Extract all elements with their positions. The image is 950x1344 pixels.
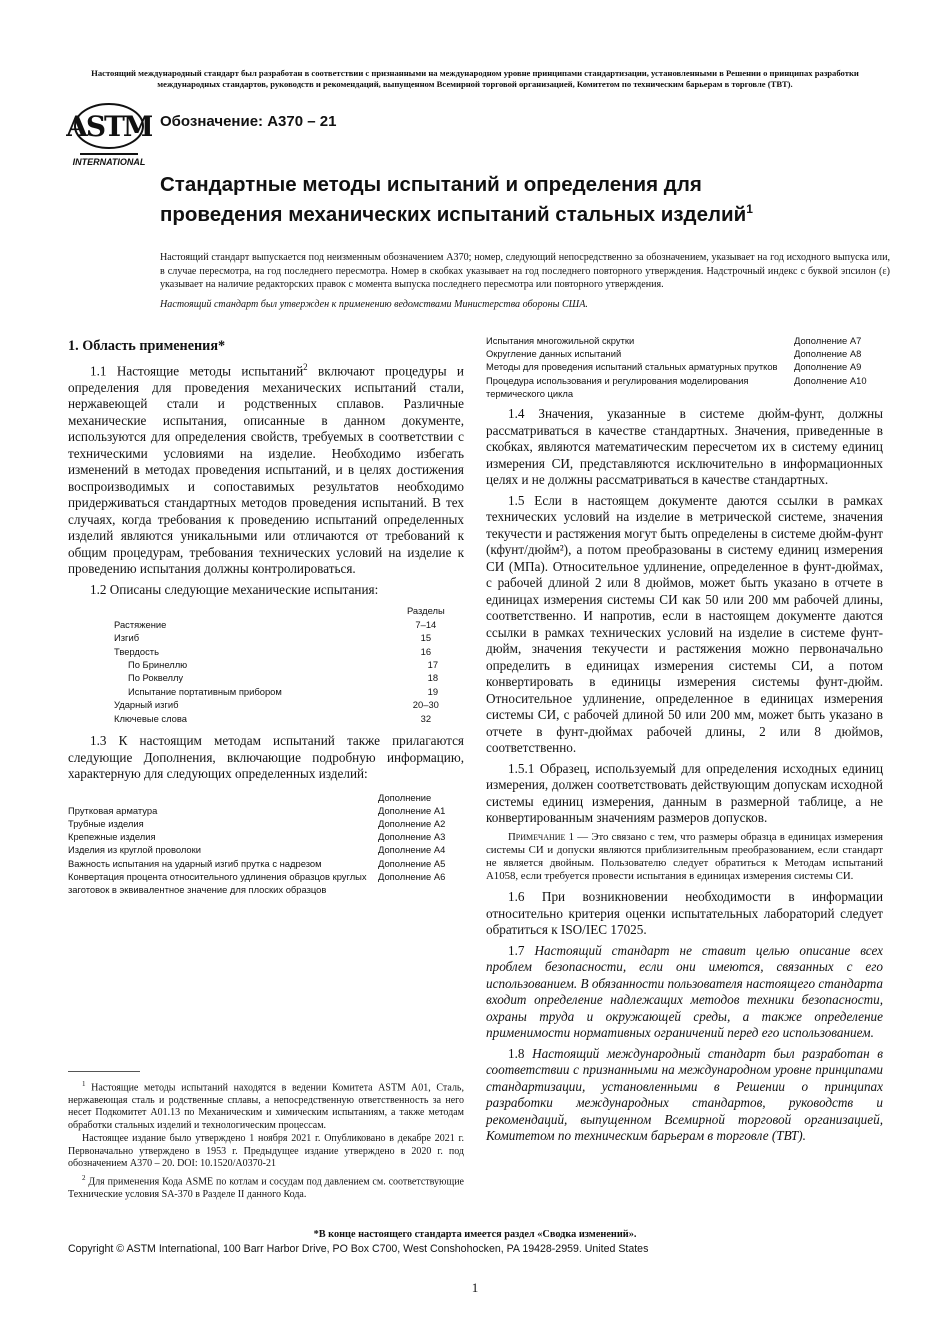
footnote-2: $^2$ Для применения Кода ASME по котлам и сосудам под давлением см. соответствующие Технические условия SA-370 в Разделе II данного Кода. xyxy=(68,1173,464,1200)
table-row: Трубные изделия Дополнение A2 xyxy=(68,817,446,829)
table-row: Процедура использования и регулирования моделирования термического цикла Дополнение A10 xyxy=(486,374,867,399)
table-row: Крепежные изделия Дополнение A3 xyxy=(68,831,446,843)
table-row: Округление данных испытаний Дополнение A8 xyxy=(486,348,862,360)
footnote-divider xyxy=(68,1071,140,1072)
title-text: Стандартные методы испытаний и определения для проведения механических испытаний стальных изделий xyxy=(160,173,747,226)
summary-of-changes-note: *В конце настоящего стандарта имеется раздел «Сводка изменений». xyxy=(313,1229,637,1240)
para-1-3: 1.3 К настоящим методам испытаний также прилагаются следующие Дополнения, включающие подробную информацию, характерную для следующих определенных изделий: xyxy=(68,733,464,782)
table-row: По Бринеллю 17 xyxy=(128,659,439,671)
intro-text: Настоящий стандарт выпускается под неизменным обозначением A370; номер, следующий непосредственно за обозначением, указывает на год исходного выпуска или, в случае пересмотра, на год последнего пересмотра. Номер в скобках указывает на год последнего повторного утверждения. Надстрочный индекс с буквой эпсилон (ε) указывает на наличие редакторских правок с момента выпуска последнего пересмотра или повторного утверждения. xyxy=(160,252,890,290)
para-1-1: 1.1 Настоящие методы испытаний$^2$ включают процедуры и определения для проведения механических испытаний стали, нержавеющей стали и родственных сплавов. Различные механические испытания, описанные в данном документе, используются для определения свойств, требуемых в соответствии с техническими условиями на изделие. Необходимо избегать изменений в методах проведения испытаний, и в целях достижения воспроизводимых и сопоставимых результатов необходимо придерживаться стандартных методов проведения испытаний. В тех случаях, когда требования к проведению испытаний определенных изделий являются уникальными или отличаются от требований к общим процедурам, требования технических условий на изделие к проведению испытания должны контролироваться. xyxy=(68,362,464,577)
right-column xyxy=(486,334,883,1149)
astm-logo xyxy=(66,100,152,168)
page-number: 1 xyxy=(471,1280,479,1295)
international-standard-notice: Настоящий международный стандарт был разработан в соответствии с признанными на международном уровне принципами стандартизации, установленными в Решении о принципах разработки международных стандартов, руководств и рекомендаций, выпущенном Всемирной торговой организацией, Комитетом по техническим барьерам в торговле (ТВТ). xyxy=(91,68,859,89)
table-row: Изгиб 15 xyxy=(114,632,432,644)
para-1-5: 1.5 Если в настоящем документе даются ссылки в рамках технических условий на изделие в метрической системе, значения текучести и растяжения могут быть определены в системе дюйм-фунт (кфунт/дюйм²), а потом преобразованы в систему единиц измерения СИ (МПа). Относительное удлинение, определенное в фунт-дюймах, с рабочей длиной 2 или 8 дюймов, может быть указано в отчете в единицах измерения системы СИ как 50 или 200 мм рабочей длины, соответственно. И напротив, если в настоящем документе даются ссылки в рамках технических условий на изделие в системе фунт-дюйм, значения текучести и растяжения можно первоначально определить в единицах измерения системы СИ, а потом конвертировать в единицы измерения системы фунт-дюйм. Относительное удлинение, определенное в единицах измерения системы СИ, с рабочей длиной 50 или 200 мм, может быть указано в отчете в фунт-дюймах рабочей длины, 2 или 8 дюймов, соответственно. xyxy=(486,492,883,756)
section-heading: 1. Область применения* xyxy=(68,338,226,354)
para-1-8: 1.8 Настоящий международный стандарт был разработан в соответствии с признанными на международном уровне принципами стандартизации, установленными в Решении о принципах разработки международных стандартов, руководств и рекомендаций, выпущенном Всемирной торговой организацией, Комитетом по техническим барьерам в торговле (ТВТ). xyxy=(486,1045,883,1144)
table-row: Твердость 16 xyxy=(114,645,432,657)
table-row: Важность испытания на ударный изгиб прутка с надрезом Дополнение A5 xyxy=(68,857,446,869)
designation: Обозначение: A370 – 21 xyxy=(160,113,337,130)
table-row: Методы для проведения испытаний стальных арматурных прутков Дополнение A9 xyxy=(486,361,862,373)
annex-table-continued xyxy=(486,334,883,400)
para-1-7: 1.7 Настоящий стандарт не ставит целью описание всех проблем безопасности, если они имеются, связанных с его использованием. В обязанности пользователя настоящего стандарта входит определение надлежащих методов техники безопасности, охраны труда и окружающей среды, а также определение применимости нормативных ограничений перед его использованием. xyxy=(486,942,884,1041)
intro-block xyxy=(160,251,890,311)
left-column xyxy=(68,338,464,896)
tests-table xyxy=(68,604,464,725)
logo-international-text: INTERNATIONAL xyxy=(72,157,146,167)
footnotes xyxy=(68,1071,464,1202)
para-1-2: 1.2 Описаны следующие механические испытания: xyxy=(90,581,379,597)
copyright: Copyright © ASTM International, 100 Barr Harbor Drive, PO Box C700, West Conshohocken, PA 19428-2959. United States xyxy=(68,1243,649,1255)
note-1: Примечание 1 — Это связано с тем, что размеры образца в единицах измерения системы СИ и допуски являются приблизительным преобразованием, если стандарт не является двойным. Пользователю следует обратиться к Методам испытаний A1058, если требуется провести испытания в единицах измерения системы СИ. xyxy=(486,830,883,883)
table-row: Ударный изгиб 20–30 xyxy=(114,699,439,711)
document-title xyxy=(160,172,800,227)
para-1-6: 1.6 При возникновении необходимости в информации относительно критерия оценки испытательных лабораторий следует обратиться к ISO/IEC 17025. xyxy=(486,889,883,938)
tests-header: Разделы xyxy=(406,605,445,617)
footnote-1: $^1$ Настоящие методы испытаний находятся в ведении Комитета ASTM A01, Сталь, нержавеющая сталь и родственные сплавы, а непосредственную ответственность за него несет Подкомитет A01.13 по Механическим и химическим испытаниям, а также методам обработки стальных изделий и технологическим процессам. xyxy=(68,1080,464,1131)
table-row: Растяжение 7–14 xyxy=(114,618,437,630)
para-1-5-1: 1.5.1 Образец, используемый для определения исходных единиц измерения, должен соответствовать действующим допускам исходной системы единиц измерения, данным в размерной таблице, а не конвертированным значениям размеров допусков. xyxy=(486,760,883,826)
title-footnote-ref: 1 xyxy=(746,202,753,216)
table-row: Ключевые слова 32 xyxy=(114,712,432,724)
dod-approval: Настоящий стандарт был утвержден к применению ведомствами Министерства обороны США. xyxy=(160,298,588,310)
table-row: Испытания многожильной скрутки Дополнение A7 xyxy=(486,335,862,346)
logo-letters: ASTM xyxy=(66,110,152,143)
annex-header: Дополнение xyxy=(378,791,432,803)
table-row: Конвертация процента относительного удлинения образцов круглых заготовок в эквивалентное значение для плоских образцов Дополнение A6 xyxy=(68,870,446,895)
footnote-1-edition: Настоящее издание было утверждено 1 ноября 2021 г. Опубликовано в декабре 2021 г. Первоначально утверждено в 1953 г. Предыдущее издание утверждено в 2020 г. под обозначением A370 – 20. DOI: 10.1520/A0370-21 xyxy=(68,1133,464,1170)
table-row: По Роквеллу 18 xyxy=(128,672,439,684)
table-row: Прутковая арматура Дополнение A1 xyxy=(68,804,446,816)
para-1-4: 1.4 Значения, указанные в системе дюйм-фунт, должны рассматриваться в качестве стандартных. Значения, приведенные в скобках, являются математическим пересчетом их в систему единиц измерения СИ, представляются исключительно в информационных целях и не должны рассматриваться в качестве стандартных. xyxy=(486,406,883,488)
table-row: Испытание портативным прибором 19 xyxy=(128,685,439,697)
annex-table xyxy=(68,791,464,897)
table-row: Изделия из круглой проволоки Дополнение A4 xyxy=(68,844,446,856)
